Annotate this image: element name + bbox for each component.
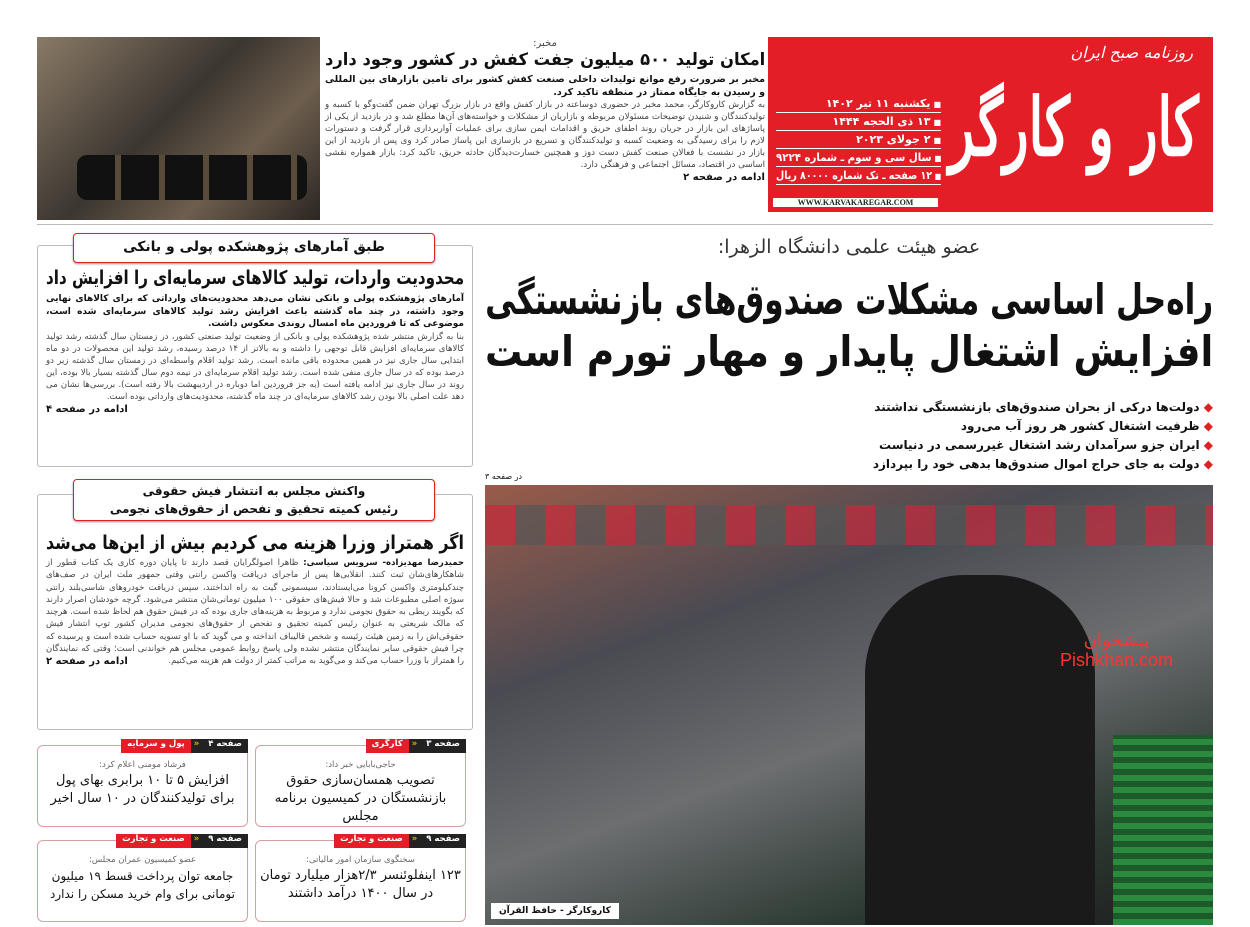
- chevron-icon: «: [191, 739, 203, 753]
- headline-line: [485, 274, 1213, 326]
- main-headline[interactable]: [485, 274, 1213, 378]
- article-headline-text: اگر همتراز وزرا هزینه می کردیم بیش از این‌ها می‌شد: [46, 532, 464, 554]
- issue-date: ■یکشنبه ۱۱ تیر ۱۴۰۲: [776, 95, 941, 113]
- shoe-market-photo: [37, 37, 320, 220]
- top-story-lead: مخبر بر ضرورت رفع موانع تولیدات داخلی صنعت کفش کشور برای تامین بازارهای بین المللی و رسیدن به جایگاه ممتاز در منطقه تاکید کرد.: [325, 74, 765, 98]
- article-headline-text: محدودیت واردات، تولید کالاهای سرمایه‌ای را افزایش داد: [45, 267, 464, 289]
- section-label: کارگری: [366, 739, 409, 753]
- article-headline[interactable]: [46, 531, 464, 555]
- issue-hijri-date: ■۱۳ ذی الحجه ۱۴۴۴: [776, 113, 941, 131]
- teaser-title: افزایش ۵ تا ۱۰ برابری بهای پول برای تولیدکنندگان در ۱۰ سال اخیر: [50, 773, 235, 806]
- website-url[interactable]: WWW.KARVAKAREGAR.COM: [773, 198, 938, 207]
- article-tab: طبق آمارهای پژوهشکده پولی و بانکی: [73, 233, 435, 263]
- tab-line: [74, 500, 434, 518]
- bullet-item: ◆ ایران جزو سرآمدان رشد اشتغال غیررسمی در دنیاست: [485, 436, 1213, 455]
- teaser-box[interactable]: [37, 834, 248, 922]
- masthead-logo-text: کار و کارگر: [949, 80, 1199, 174]
- article-continued[interactable]: ادامه در صفحه ۲: [46, 656, 128, 668]
- section-label: صنعت و تجارت: [116, 834, 191, 848]
- worker-figure: [865, 575, 1095, 925]
- watermark-url: Pishkhan.com: [1059, 650, 1173, 670]
- page-label: صفحه ۹: [420, 834, 466, 848]
- article-tab: [73, 479, 435, 521]
- bullet-item: ◆ دولت‌ها درکی از بحران صندوق‌های بازنشستگی نداشتند: [485, 398, 1213, 417]
- chevron-icon: «: [409, 834, 421, 848]
- article-byline: حمیدرضا مهدیزاده- سرویس سیاسی:: [303, 558, 465, 568]
- issue-hijri-date-text: ۱۳ ذی الحجه ۱۴۴۴: [832, 115, 931, 128]
- top-story-continued[interactable]: ادامه در صفحه ۲: [683, 172, 765, 183]
- page-label: صفحه ۴: [202, 739, 248, 753]
- photo-caption: کاروکارگر - حافظ القرآن: [491, 903, 619, 919]
- top-story-headline-text: امکان تولید ۵۰۰ میلیون جفت کفش در کشور وجود دارد: [324, 50, 765, 70]
- headline-line-text: افزایش اشتغال پایدار و مهار تورم است: [484, 327, 1213, 376]
- watermark-fa: پیشخوان: [1083, 630, 1150, 650]
- teaser-title: ۱۲۳ اینفلوئنسر ۲/۳هزار میلیارد تومان در سال ۱۴۰۰ درآمد داشتند: [260, 868, 461, 901]
- teaser-box[interactable]: [255, 834, 466, 922]
- factory-photo: [485, 485, 1213, 925]
- article-lead: آمارهای پژوهشکده پولی و بانکی نشان می‌دهد محدودیت‌های وارداتی که برای کالاهای نهایی وجود داشته، در چند ماه گذشته باعث افزایش رشد تولید کالاهای سرمایه‌ای شده است، موضوعی که تا فروردین ماه امسال روندی معکوس داشت.: [46, 294, 464, 329]
- issue-date-text: یکشنبه ۱۱ تیر ۱۴۰۲: [825, 97, 931, 110]
- issue-gregorian-date: ■۲ جولای ۲۰۲۳: [776, 131, 941, 149]
- page-label: صفحه ۹: [202, 834, 248, 848]
- bullet-item: ◆ دولت به جای حراج اموال صندوق‌ها بدهی خود را بپردازد: [485, 455, 1213, 474]
- teaser-source: عضو کمیسیون عمران مجلس:: [88, 855, 197, 865]
- watermark: [1060, 630, 1173, 670]
- headline-line: [485, 326, 1213, 378]
- bullet-item: ◆ ظرفیت اشتغال کشور هر روز آب می‌رود: [485, 417, 1213, 436]
- page-label: صفحه ۳: [420, 739, 466, 753]
- chevron-icon: «: [191, 834, 203, 848]
- teaser-source: فرشاد مومنی اعلام کرد:: [99, 760, 186, 770]
- issue-number-text: سال سی و سوم ـ شماره ۹۲۲۴: [775, 151, 932, 164]
- divider: [37, 224, 1213, 225]
- page-ref[interactable]: در صفحه ۳: [485, 472, 523, 481]
- issue-price-text: ۱۲ صفحه ـ تک شماره ۸۰۰۰۰ ریال: [775, 169, 932, 182]
- tab-line: [74, 482, 434, 500]
- issue-info: [776, 95, 941, 185]
- teaser-box[interactable]: [37, 739, 248, 827]
- main-kicker: عضو هیئت علمی دانشگاه الزهرا:: [717, 236, 981, 258]
- teaser-box[interactable]: [255, 739, 466, 827]
- tab-line-text: رئیس کمیته تحقیق و تفحص از حقوق‌های نجومی: [109, 502, 399, 516]
- headline-line-text: راه‌حل اساسی مشکلات صندوق‌های بازنشستگی: [484, 275, 1213, 324]
- tab-line-text: واکنش مجلس به انتشار فیش حقوقی: [142, 484, 366, 498]
- top-story-body: به گزارش کاروکارگر، محمد مخبر در حضوری دوساعته در بازار کفش واقع در بازار بزرگ تهران ضمن گفت‌وگو با کسبه و تولیدکنندگان و شنیدن توضیحات مسئولان مربوطه و بازاریان از مشکلات و خواسته‌های آن‌ها مطلع شد و در بازدید از یکی از پاساژهای این بازار در جریان روند اطفای حریق و اقدامات ایمن سازی برای عملیات آواربرداری قرار گرفت و دستورات لازم را برای رسیدگی به وضعیت کسبه و تولیدکنندگان و تسریع در بازسازی این پاساژ صادر کرد وی پس از بازدید از این بازار در نشست با فعالان صنعت کفش دست دوز و همچنین خسارت‌دیدگان حادثه حریق، تاکید کرد: بازار همواره نقشی اساسی در اقتصاد، مسائل اجتماعی و فرهنگی دارد.: [325, 100, 765, 170]
- masthead: [768, 37, 1213, 212]
- top-story-headline[interactable]: [325, 50, 765, 70]
- section-label: پول و سرمایه: [121, 739, 191, 753]
- green-crates: [1113, 735, 1213, 925]
- issue-gregorian-date-text: ۲ جولای ۲۰۲۳: [856, 133, 931, 146]
- main-bullets: [485, 398, 1213, 474]
- issue-number: ■سال سی و سوم ـ شماره ۹۲۲۴: [776, 149, 941, 167]
- article-body: بنا به گزارش منتشر شده پژوهشکده پولی و بانکی از وضعیت تولید صنعتی کشور، در زمستان سال گذشته رشد تولید کالاهای سرمایه‌ای افزایش قابل توجهی را داشته و به بالاتر از ۱۴ درصد رسیده، رشد تولید این محصولات در دو ماه ابتدایی سال جاری نیز در همین محدوده باقی مانده است. رشد تولید اقلام واسطه‌ای در زمستان سال گذشته زیر دو درصد بوده که در سال جاری منفی شده است. رشد تولید اقلام سرمایه‌ای در نیمه دوم سال گذشته بسیار بالا بوده، این روند در سال جاری نیز ادامه یافته است (به جز فروردین اما دوباره در اردیبهشت بالا رفته است). بررسی‌ها نشان می دهد علت اصلی بالا بودن رشد کالاهای سرمایه‌ای در چند ماه گذشته، محدودیت‌های وارداتی بوده است.: [46, 331, 464, 402]
- top-story: [325, 38, 765, 220]
- teaser-source: حاجی‌بابایی خبر داد:: [325, 760, 396, 770]
- top-story-kicker: مخبر:: [533, 38, 557, 49]
- article-body: ظاهرا اصولگرایان قصد دارند تا پایان دوره کاری یک کتاب قطور از شاهکارهای‌شان ثبت کنند. انقلابی‌ها پس از ماجرای دریافت واکسن رانتی وقتی جمهور ملت ایران در صف‌های چندکیلومتری واکسن کرونا می‌ایستادند، سیسمونی گیت به راه انداختند، سپس دریافت خودروهای شاسی‌بلند رانتی سوژه اصلی مطبوعات شد و حالا فیش‌های حقوقی ۱۰۰ میلیون تومانی‌شان منتشر می‌شود. گرچه خودشان اصرار دارند که بگویند ربطی به حقوق نجومی ندارد و مربوط به هزینه‌های جاری بوده که در فیش حقوق هم لحاظ شده است. هرچند که مالک شریعتی به عنوان رئیس کمیته تحقیق و تفحص از حقوق‌های نجومی مدیران کشور توپ انتشار فیش حقوقی‌اش را به زمین هیئت رئیسه و شخص قالیباف انداخته و می گوید که با او تسویه حساب شده است و پرسیده که چرا فیش حقوقی سایر نمایندگان منتشر نشده ولی پاسخ روابط عمومی مجلس هم خواندنی است؛ وقتی که نمایندگان را همتراز با وزرا حساب می‌کند و می‌گوید به مراتب کمتر از دولت هم هزینه می‌کنیم.: [46, 558, 464, 667]
- article-continued[interactable]: ادامه در صفحه ۴: [46, 403, 128, 415]
- issue-price: ■۱۲ صفحه ـ تک شماره ۸۰۰۰۰ ریال: [776, 167, 941, 185]
- masthead-tagline: روزنامه صبح ایران: [1070, 43, 1193, 62]
- teaser-source: سخنگوی سازمان امور مالیاتی:: [306, 855, 415, 865]
- assembly-line: [485, 505, 1213, 545]
- masthead-logo: [949, 71, 1199, 183]
- shoes-image: [77, 155, 307, 200]
- article-box-salary: [37, 494, 473, 730]
- teaser-title: تصویب همسان‌سازی حقوق بازنشستگان در کمیسیون برنامه مجلس: [274, 773, 447, 824]
- teaser-title: جامعه توان پرداخت قسط ۱۹ میلیون تومانی برای وام خرید مسکن را ندارد: [50, 869, 235, 901]
- section-label: صنعت و تجارت: [334, 834, 409, 848]
- chevron-icon: «: [409, 739, 421, 753]
